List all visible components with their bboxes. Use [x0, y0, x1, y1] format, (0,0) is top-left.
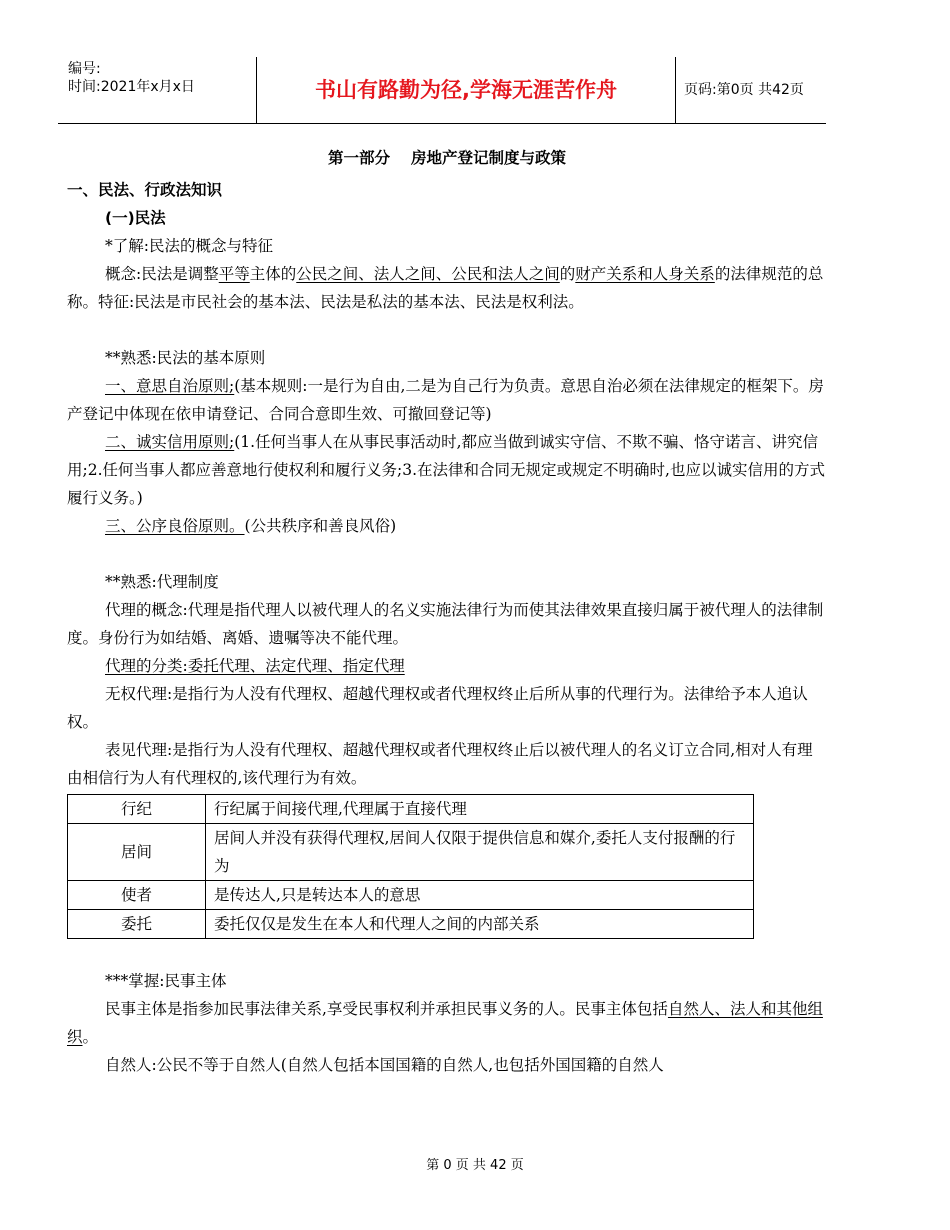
natural-person: 自然人:公民不等于自然人(自然人包括本国国籍的自然人,也包括外国国籍的自然人: [105, 1056, 664, 1074]
table-row: [68, 795, 754, 824]
part-title: 第一部分 房地产登记制度与政策: [328, 149, 566, 167]
civil-law-concept: 概念:民法是调整平等主体的公民之间、法人之间、公民和法人之间的财产关系和人身关系的法律规范的总称。特征:民法是市民社会的基本法、民法是私法的基本法、民法是权利法。: [67, 265, 824, 311]
principle-good-faith: 二、诚实信用原则;(1.任何当事人在从事民事活动时,都应当做到诚实守信、不欺不骗、恪守诺言、讲究信用;2.任何当事人都应善意地行使权利和履行义务;3.在法律和合同无规定或规定不明确时,也应以诚实信用的方式履行义务。): [67, 433, 825, 507]
underlined-term: 财产关系和人身关系: [575, 265, 715, 283]
agency-heading: **熟悉:代理制度: [105, 573, 219, 591]
subject-heading: ***掌握:民事主体: [105, 972, 227, 990]
comparison-table: [67, 794, 754, 939]
learn-heading: *了解:民法的概念与特征: [105, 237, 273, 255]
agency-types: 代理的分类:委托代理、法定代理、指定代理: [105, 657, 405, 675]
section-heading: 一、民法、行政法知识: [67, 181, 223, 199]
principles-heading: **熟悉:民法的基本原则: [105, 349, 266, 367]
table-row: [68, 881, 754, 910]
table-desc: 行纪属于间接代理,代理属于直接代理: [206, 795, 754, 824]
subsection-heading: (一)民法: [105, 209, 166, 227]
principle-title: 二、诚实信用原则;: [105, 433, 235, 451]
table-term: 委托: [68, 910, 206, 939]
page-header: [58, 57, 826, 124]
apparent-agency: 表见代理:是指行为人没有代理权、超越代理权或者代理权终止后以被代理人的名义订立合同,相对人有理由相信行为人有代理权的,该代理行为有效。: [67, 741, 813, 787]
principle-public-order: 三、公序良俗原则。(公共秩序和善良风俗): [105, 517, 397, 535]
header-page-info: 页码:第0页 共42页: [684, 82, 804, 98]
table-term: 使者: [68, 881, 206, 910]
underlined-term: 公民之间、法人之间、公民和法人之间: [296, 265, 560, 283]
table-term: 行纪: [68, 795, 206, 824]
principle-title: 三、公序良俗原则。: [105, 517, 245, 535]
header-motto: 书山有路勤为径,学海无涯苦作舟: [256, 57, 676, 123]
table-row: [68, 824, 754, 881]
table-term: 居间: [68, 824, 206, 881]
header-meta: [58, 57, 256, 123]
document-number-label: 编号:: [68, 61, 101, 77]
table-row: [68, 910, 754, 939]
document-body: [67, 140, 827, 1079]
civil-subject-definition: 民事主体是指参加民事法律关系,享受民事权利并承担民事义务的人。民事主体包括自然人、法人和其他组织。: [67, 1000, 823, 1046]
principle-title: 一、意思自治原则;: [105, 377, 235, 395]
table-desc: 居间人并没有获得代理权,居间人仅限于提供信息和媒介,委托人支付报酬的行为: [206, 824, 754, 881]
table-desc: 是传达人,只是转达本人的意思: [206, 881, 754, 910]
underlined-term: 自然人、法人和其他组织: [67, 1000, 823, 1046]
document-time-label: 时间:2021年x月x日: [68, 79, 195, 95]
agency-concept: 代理的概念:代理是指代理人以被代理人的名义实施法律行为而使其法律效果直接归属于被代理人的法律制度。身份行为如结婚、离婚、遗嘱等决不能代理。: [67, 601, 824, 647]
underlined-term: 平等: [218, 265, 250, 283]
table-desc: 委托仅仅是发生在本人和代理人之间的内部关系: [206, 910, 754, 939]
principle-autonomy: 一、意思自治原则;(基本规则:一是行为自由,二是为自己行为负责。意思自治必须在法律规定的框架下。房产登记中体现在依申请登记、合同合意即生效、可撤回登记等): [67, 377, 824, 423]
unauthorized-agency: 无权代理:是指行为人没有代理权、超越代理权或者代理权终止后所从事的代理行为。法律给予本人追认权。: [67, 685, 808, 731]
page-footer: 第 0 页 共 42 页: [426, 1158, 524, 1173]
